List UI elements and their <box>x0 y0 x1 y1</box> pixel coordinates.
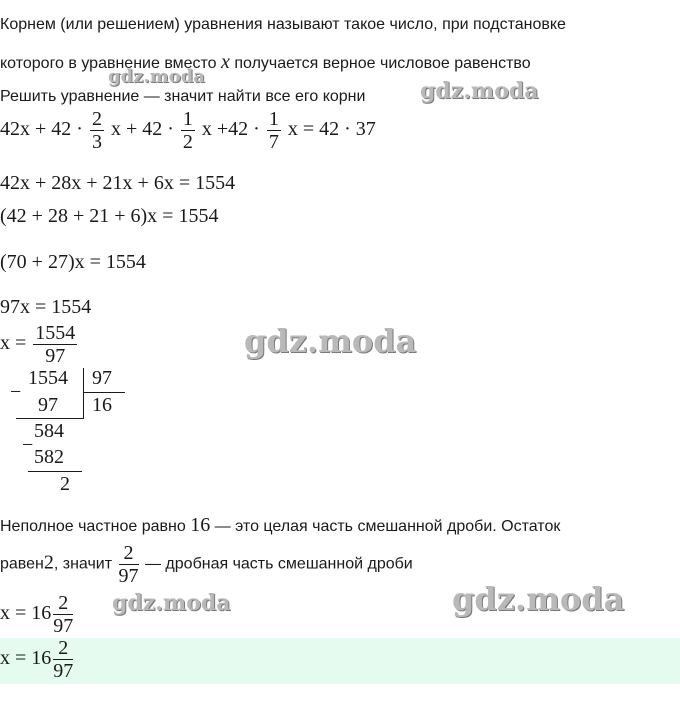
division-line-2 <box>28 471 82 472</box>
divisor: 97 <box>92 367 112 389</box>
fraction-1-2: $\frac{1}{2}$ <box>182 108 193 153</box>
watermark-4: gdz.moda <box>112 590 231 616</box>
final-remainder: 2 <box>60 473 70 495</box>
watermark-2: gdz.moda <box>420 78 539 104</box>
answer-highlight <box>0 638 680 684</box>
definition-line-2: которого в уравнение вместо x получается верное числовое равенство <box>0 51 531 73</box>
answer-mixed-number: x = 16 $\frac{2}{97}$ <box>0 637 74 682</box>
remainder-1: 584 <box>34 420 64 442</box>
fraction-2-97-b: $\frac{2}{97}$ <box>53 637 74 682</box>
minus-sign-1: − <box>10 381 22 403</box>
definition-line-1: Корнем (или решением) уравнения называют такое число, при подстановке <box>0 16 566 33</box>
dividend: 1554 <box>28 367 68 389</box>
division-divisor-bar <box>83 392 125 393</box>
division-vertical-bar <box>83 368 84 418</box>
minus-sign-2: − <box>22 434 34 456</box>
equation-4: (70 + 27)x = 1554 <box>0 251 146 273</box>
fraction-2-97: $\frac{2}{97}$ <box>118 542 139 587</box>
watermark-5: gdz.moda <box>452 580 625 618</box>
fraction-1554-97: $\frac{1554}{97}$ <box>35 322 76 367</box>
explanation-line-2: равен2, значит $\frac{2}{97}$ — дробная часть смешанной дроби <box>0 542 413 587</box>
fraction-1-7: $\frac{1}{7}$ <box>268 108 279 153</box>
fraction-2-97-a: $\frac{2}{97}$ <box>53 592 74 637</box>
watermark-3: gdz.moda <box>244 322 417 360</box>
subtrahend-1: 97 <box>38 394 58 416</box>
quotient: 16 <box>92 394 112 416</box>
subtrahend-2: 582 <box>34 446 64 468</box>
mixed-number-1: x = 16 $\frac{2}{97}$ <box>0 592 74 637</box>
watermark-1: gdz.moda <box>108 66 205 87</box>
fraction-2-3: $\frac{2}{3}$ <box>91 108 102 153</box>
equation-2: 42x + 28x + 21x + 6x = 1554 <box>0 172 236 194</box>
equation-6: x = $\frac{1554}{97}$ <box>0 322 76 367</box>
definition-line-3: Решить уравнение — значит найти все его корни <box>0 88 366 105</box>
equation-3: (42 + 28 + 21 + 6)x = 1554 <box>0 205 219 227</box>
equation-5: 97x = 1554 <box>0 296 92 318</box>
equation-1: 42x + 42 · $\frac{2}{3}$ x + 42 · $\frac{1}{2}$ x +42 · $\frac{1}{7}$ x = 42 · 37 <box>0 108 376 153</box>
explanation-line-1: Неполное частное равно 16 — это целая часть смешанной дроби. Остаток <box>0 514 561 536</box>
